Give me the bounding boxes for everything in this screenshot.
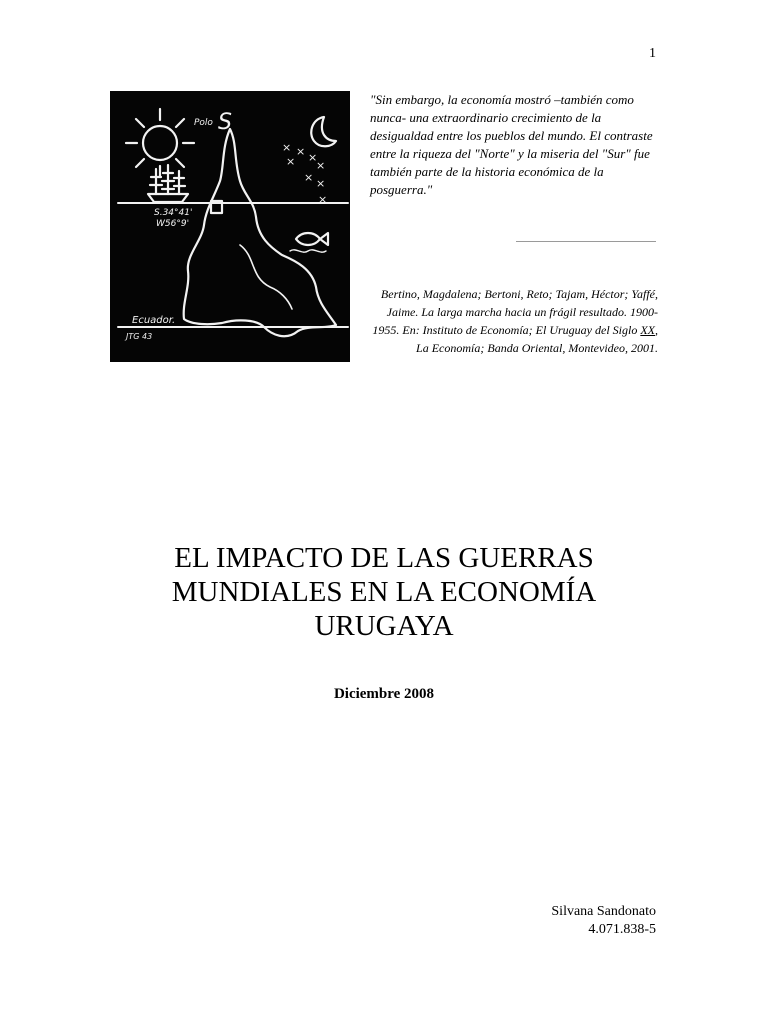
coords-line-2: W56°9' [156, 219, 190, 229]
moon-icon [311, 117, 336, 146]
title-line: EL IMPACTO DE LAS GUERRAS [174, 542, 594, 574]
svg-text:×: × [304, 171, 314, 184]
stars-icon [282, 141, 327, 206]
title-line: URUGAYA [314, 610, 454, 642]
epigraph-citation [368, 285, 658, 357]
svg-text:×: × [308, 151, 318, 164]
south-letter: S [218, 110, 232, 135]
svg-text:×: × [318, 193, 328, 206]
title-line: MUNDIALES EN LA ECONOMÍA [171, 576, 597, 608]
document-title [0, 541, 768, 643]
sun-rays-icon [126, 109, 194, 177]
svg-text:×: × [316, 159, 326, 172]
sun-icon [143, 126, 177, 160]
fish-icon [296, 233, 328, 245]
svg-text:×: × [282, 141, 292, 154]
svg-text:×: × [286, 155, 296, 168]
inverted-map-drawing [110, 91, 350, 362]
equator-label: Ecuador. [132, 315, 176, 326]
citation-underlined: XX [640, 323, 655, 337]
ship-icon [148, 165, 188, 202]
pole-label: Polo [194, 118, 213, 128]
quote-divider [516, 241, 656, 242]
author-id: 4.071.838-5 [588, 922, 656, 937]
citation-text: Bertino, Magdalena; Bertoni, Reto; Tajam, Héctor; Yaffé, Jaime. La larga marcha hacia un frágil resultado. 1900-1955. En: Instituto de Economía; El Uruguay del Siglo [372, 287, 658, 337]
citation-text-end: , La Economía; Banda Oriental, Montevideo, 2001. [416, 323, 658, 355]
coords-line-1: S.34°41' [154, 208, 193, 218]
svg-text:×: × [296, 145, 306, 158]
author-name: Silvana Sandonato [551, 904, 656, 919]
author-block [551, 903, 656, 939]
epigraph-quote: "Sin embargo, la economía mostró –también como nunca- una extraordinario crecimiento de la desigualdad entre los pueblos del mundo. El contraste entre la riqueza del "Norte" y la miseria del "Sur" fue también parte de la historia económica de la posguerra." [370, 92, 653, 197]
document-date: Diciembre 2008 [333, 686, 435, 702]
inverted-map-artwork [110, 91, 350, 362]
page-number: 1 [649, 46, 656, 61]
artist-signature: JTG 43 [126, 332, 153, 341]
svg-text:×: × [316, 177, 326, 190]
